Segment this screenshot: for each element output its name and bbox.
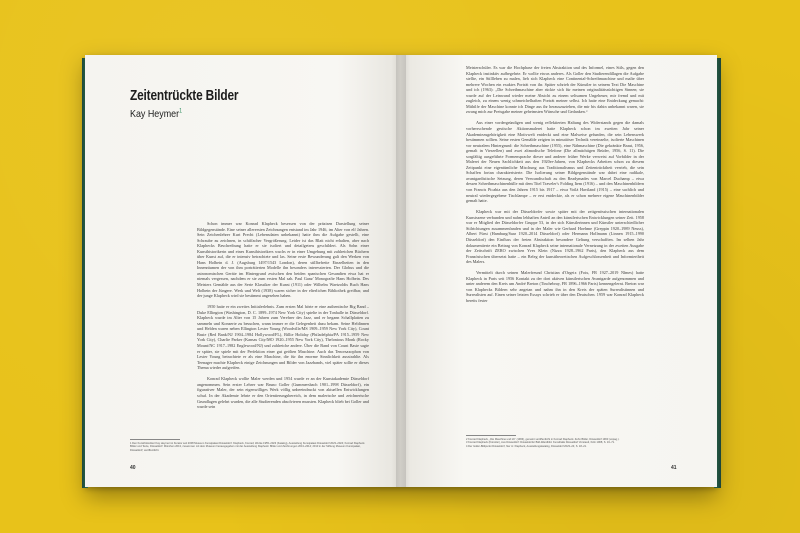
footnote-rule bbox=[466, 435, 516, 436]
left-page bbox=[85, 55, 401, 487]
author-line bbox=[130, 108, 182, 120]
paragraph: Klapheck war mit der Düsseldorfer sowie später mit der zeitgenössischen internationalen Kunstszene verbunden und nahm lebhaften Anteil an den künstlerischen Entwicklungen seiner Zeit. 1958 war er Mitglied der Düsseldorfer Gruppe 53, in der sich Künstlerinnen und Künstler unterschiedlicher Stilrichtungen zusammenfanden und in der Maler wie Gerhard Hoehme (Greppin 1920–1989 Neuss), Albert Fürst (Hamburg/Saar 1920–2014 Düsseldorf) oder Hermann Hollmann (Linnen 1915–1990 Düsseldorf) den Einfluss der freien Abstraktion besondere Geltung verschafften. Im selben Jahr dokumentierte ein Beitrag von Konrad Klapheck seine internationale Vernetzung in der zweiten Ausgabe der Zeitschrift ZERO zwischen Yves Klein (Nizza 1928–1962 Paris), den Klapheck aus dem Französischen übersetzt hatte – ein Beleg der kunsttheoretischen Aufgeschlossenheit und Informiertheit des Malers. bbox=[466, 209, 644, 265]
author-footnote-marker: 1 bbox=[179, 108, 182, 115]
paragraph: 1950 hatte er ein zweites Initialerlebnis. Zum ersten Mal hörte er eine authentische Big Band – Duke Ellington (Washington, D. C. 1899–1974 New York City) spielte in der Tonhalle in Düsseldorf. Klapheck wurde im Alter von 15 Jahren zum Verehrer des Jazz, und er begann Schallplatten zu sammeln und Konzerte zu besuchen, wann immer er die Gelegenheit dazu bekam. Seine Heldinnen und Helden waren neben Ellington Lester Young (Woodville/MS 1909–1959 New York City), Count Basie (Red Bank/NJ 1904–1984 Hollywood/FL), Billie Holiday (Philadelphia/PA 1915–1959 New York City), Charlie Parker (Kansas City/MO 1920–1955 New York City), Thelonious Monk (Rocky Mount/NC 1917–1982 Englewood/NJ) und zahlreiche andere. Über die Band von Count Basie sagte er später, sie spiele mit der Perfektion einer gut geölten Maschine. Auch das Tenorsaxophon von Lester Young betrachtete er als eine Maschine, die für ihn enorme Sinnlichkeit ausstrahlte. Als Teenager machte Klapheck einige Zeichnungen und Bilder von Jazzbands, viel später sollte er dieses Thema wieder aufgreifen. bbox=[197, 304, 369, 371]
paragraph: Meisterschüler. Es war die Hochphase der freien Abstraktion und des Informel, eines Stils, gegen den Klapheck instinktiv aufbegehrte. Er wollte etwas anderes. Als Goller den Studierendillagen die Aufgabe stellte, ein Stillleben zu malen, lieh sich Klapheck eine Continental-Schreibmaschine und malte über mehrere Wochen ein exaktes Porträt von ihr. Später schrieb der Künstler in seinem Text Die Maschine und ich (1963): „Die Schreibmaschine aber rückte sich für meinen originalitätssüchtigen Sinnen; sie wurde auf der Leinwand wieder meine Absicht zu einem seltsamen Ungeheuer, mir fremd und mit zugleich, zu einem wenig schmeichelhaften Porträt meiner selbst. Ich hatte eine Entdeckung gemacht: Mithilfe der Maschine konnte ich Dinge aus ihr herauszuziehen, die mir bis dahin unbekannt waren, sie zwang mich zur Preisgabe meiner geheimsten Wünsche und Gedanken.“ bbox=[466, 65, 644, 115]
author-name: Kay Heymer bbox=[130, 108, 180, 120]
page-number-left: 40 bbox=[130, 465, 136, 471]
left-body-text bbox=[197, 221, 369, 415]
footnotes: 2 Konrad Klapheck, „Die Maschine und ich“ (1963), gemeint veröffentlicht in Konrad Klapheck. Zehn Bilder, Düsseldorf 1963 (unpag.). 3 Konrad Klapheck (Künstler), Aus Düsseldorf: Düsseldorfer Bild-Wandbild. Kunsthalle Düsseldorf Vorstand, Köln 1968, S. 16–71. 4 Der Goller-Bildpunkt Düsseldorf, hier in: Klapheck, Ausstellungskatalog, Düsseldorf 2023–24; S. 18–21. bbox=[466, 438, 620, 448]
right-body-text bbox=[466, 65, 644, 309]
paragraph: Aus einer vordergründigen und wenig reflektierten Haltung des Widerstands gegen die damals vorherrschende gestische Aktionsmalerei hatte Klapheck schon im zweiten Jahr seiner Akademiezugehörigkeit eine Motivwelt entdeckt und eine Malweise gefunden, die sein Lebenswerk bestimmen sollten. Seine ersten Gemälde zeigten in minutiöser Technik vereinzelte, isolierte Maschinen vor neutralem Hintergrund: die Schreibmaschine (1955), eine Nähmaschine (Die gekränkte Braut, 1956, gemalt in Vierzellen) und zwei altmodische Telefone (Die allmächtigen Brüder, 1956, S. 11). Die sorgfältig ausgeführte Formensprache dieser und anderer früher Werke verweist auf Vorbilder in der Malerei der Neuen Sachlichkeit aus den 1920er-Jahren, von Klaphecks Arbeiten schon zu diesem Zeitpunkt eine eigentümliche Mischung aus Traditionalismus und Zeitentrücktheit verrieb, die sein Schaffen fortan charakterisierte. Die Isolierung seiner Bildgegenstände war dabei eine radikale, avantgardistische Setzung, deren Verwandtschaft zu den Readymades von Marcel Duchamp – etwa dessen Schreibmaschinenhülle mit dem Titel Traveler's Folding Item (1916) – und den Maschinenbildern von Francis Picabia aus den Jahren 1915 bis 1917 – etwa Voilà Haviland (1915) – eine sachlich und neutral wiedergegebene Tischlampe – er erst entdeckte, als er schon mehrere eigene Maschinenbilder gemalt hatte. bbox=[466, 120, 644, 204]
footnote-rule bbox=[130, 439, 180, 440]
open-book bbox=[85, 55, 717, 487]
footnote: 1 Den Kunsthistoriker Kay Heymer ist Kurator seit 2008 Museum Kunstpalast Düsseldorf. Klapheck, Konrad; Werke 1955–2023 (Katalog), Ausstellung Kunstpalast Düsseldorf 2023–2024; Konrad Klapheck. Bilder und Texte, Düsseldorf: München 2013, zusammen mit dem Museum herausgegeben mit der Ausstellung Klapheck: Bilder und Zeichnungen 2013–2014; 2013 in der Stiftung Museum Kunstpalast, Düsseldorf; veröffentlicht. bbox=[130, 442, 366, 452]
right-page bbox=[401, 55, 717, 487]
paragraph: Konrad Klapheck wollte Maler werden und 1954 wurde er an der Kunstakademie Düsseldorf angenommen. Sein erster Lehrer war Bruno Goller (Gummersbach 1901–1998 Düsseldorf), ein figurativer Maler, der sein eigenwilliges Werk völlig unbeeindruckt von aktuellen Entwicklungen schuf. In der Akademie lehrte er den Orientierungsbereich, in dem malerische und zeichnerische Grundlagen gelehrt wurden, die alle Studierenden absolvieren mussten. Klapheck blieb bei Goller und wurde sein bbox=[197, 376, 369, 410]
chapter-title: Zeitentrückte Bilder bbox=[130, 88, 239, 104]
paragraph: Schon immer war Konrad Klapheck besessen von der präzisen Darstellung seiner Bildgegenstände. Eine seiner allerersten Zeichnungen entstand im Jahr 1946, im Alter von elf Jahren. Sein Zeichenlehrer Kurt Precht (Lebensdaten unbekannt) hatte ihm die Aufgabe gestellt, eine Schraube zu zeichnen, in schiffacher Vergrößerung. Leider ist das Blatt nicht erhalten, aber nach Klaphecks Beschreibung hatte er sie isoliert und detailgetreu geschildert. Als Sohn einer Kunsthistorikerin und eines Kunsthistorikers wuchs er in einer Umgebung mit zahlreichen Büchern über Kunst auf, die er intensiv betrachtete und las. Seine erste Bewunderung galt den Werken von Hans Holbein d. J. (Augsburg 1497/1543 London), deren stillbefreite Einzelheiten in den Innenräumen der von ihm porträtierten Modelle ihn besonders interessierten. Der Globus und die astronomischen Geräte im Hintergrund zwischen den beiden spanischen Gesandten etwa hat er niemals vergessen, nachdem er sie zum ersten Mal sah. Paul Ganz' Monografie Hans Holbein. Des Meisters Gemälde aus der Serie Klassiker der Kunst (1911) oder Wilhelm Waetzoldts Buch Hans Holbein der Jüngere. Werk und Welt (1938) waren sicher in der elterlichen Bibliothek greifbar, und der junge Klapheck wird sie bestimmt angesehen haben. bbox=[197, 221, 369, 299]
page-number-right: 41 bbox=[671, 465, 677, 471]
paragraph: Vermittelt durch seinen Malerfreund Christian d'Orgeix (Foix, FR 1927–2019 Nîmes) hatte Klapheck in Paris seit 1956 Kontakt zu der dort aktiven künstlerischen Avantgarde aufgenommen und unter anderem den Kreis um André Breton (Tinchebray, FR 1896–1966 Paris) kennengelernt. Breton war von Klaphecks Bildern sehr angetan und nahm ihn in den Kreis der späten Surrealistinnen und Surrealisten auf. Einen seiner letzten Essays schrieb er über den Deutschen. 1959 war Konrad Klapheck bereits fester bbox=[466, 270, 644, 303]
book-gutter bbox=[396, 55, 406, 487]
